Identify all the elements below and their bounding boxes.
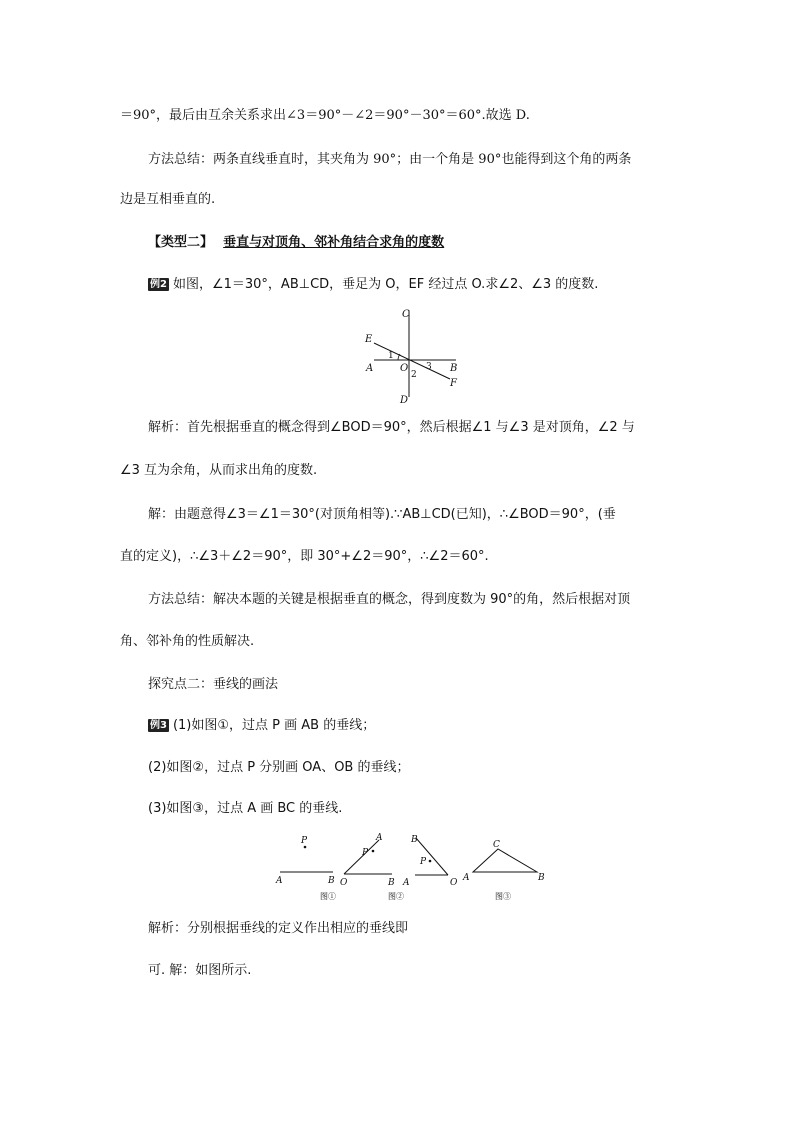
example-2: [148, 277, 598, 293]
example-3: [148, 718, 375, 734]
label-o-fig2: O: [340, 878, 348, 888]
label-angle-1: 1: [388, 351, 394, 361]
analysis-1-cont: ∠3 互为余角，从而求出角的度数.: [120, 463, 318, 478]
method-summary-1-cont: 边是互相垂直的.: [120, 192, 216, 207]
label-a-fig2: A: [376, 833, 383, 843]
example-3-part-2: (2)如图②，过点 P 分别画 OA、OB 的垂线；: [148, 760, 410, 775]
method-summary-2-cont: 角、邻补角的性质解决.: [120, 634, 255, 649]
analysis-1: 解析：首先根据垂直的概念得到∠BOD＝90°，然后根据∠1 与∠3 是对顶角，∠2 与: [148, 420, 635, 435]
label-p2-fig2: P: [420, 857, 427, 867]
point-p: [304, 846, 307, 849]
label-angle-2: 2: [411, 370, 417, 380]
caption-fig1: 图①: [320, 892, 336, 901]
type-title: 垂直与对顶角、邻补角结合求角的度数: [223, 235, 445, 250]
method-summary-2: 方法总结：解决本题的关键是根据垂直的概念，得到度数为 90°的角，然后根据对顶: [148, 592, 631, 607]
label-a2-fig2: A: [403, 878, 410, 888]
label-b-fig1: B: [328, 876, 335, 886]
type-heading: [148, 235, 444, 251]
caption-fig2: 图②: [388, 892, 404, 901]
text-line-1: ＝90°，最后由互余关系求出∠3＝90°－∠2＝90°－30°＝60°.故选 D.: [120, 108, 530, 123]
solution-1-cont: 直的定义)，∴∠3＋∠2＝90°，即 30°+∠2＝90°，∴∠2＝60°.: [120, 549, 489, 564]
example-badge: 例2: [150, 279, 167, 290]
figure-perpendicular-lines: [360, 305, 480, 405]
example-badge: 例3: [150, 720, 167, 731]
label-p-fig1: P: [301, 836, 308, 846]
example-2-text: 如图，∠1＝30°，AB⊥CD，垂足为 O，EF 经过点 O.求∠2、∠3 的度数.: [172, 277, 599, 292]
label-c-fig3: C: [493, 840, 500, 850]
label-b-fig3: B: [538, 873, 545, 883]
solution-3: 可. 解：如图所示.: [148, 963, 252, 978]
triangle-abc: [473, 849, 537, 872]
label-b: B: [450, 363, 458, 374]
label-a: A: [366, 363, 374, 374]
label-d: D: [400, 395, 409, 405]
label-a-fig3: A: [463, 873, 470, 883]
explore-point-2: 探究点二：垂线的画法: [148, 677, 279, 692]
method-summary-1: 方法总结：两条直线垂直时，其夹角为 90°；由一个角是 90°也能得到这个角的两条: [148, 152, 632, 167]
label-f: F: [450, 378, 457, 389]
label-p-fig2: P: [362, 848, 369, 858]
caption-fig3: 图③: [495, 892, 511, 901]
type-bracket: 【类型二】: [148, 235, 214, 250]
example-3-part-1: (1)如图①，过点 P 画 AB 的垂线；: [172, 718, 376, 733]
label-b2-fig2: B: [411, 835, 418, 845]
solution-1: 解：由题意得∠3＝∠1＝30°(对顶角相等).∵AB⊥CD(已知)，∴∠BOD＝90°，(垂: [148, 507, 616, 522]
analysis-3: 解析：分别根据垂线的定义作出相应的垂线即: [148, 921, 409, 936]
label-o: O: [400, 363, 409, 374]
label-angle-3: 3: [426, 362, 432, 372]
label-e: E: [365, 334, 373, 345]
point-p-fig2: [372, 850, 375, 853]
figure-perpendicular-drawing: [270, 830, 560, 905]
example-3-part-3: (3)如图③，过点 A 画 BC 的垂线.: [148, 801, 343, 816]
label-a-fig1: A: [276, 876, 283, 886]
label-b-fig2: B: [388, 878, 395, 888]
point-p2-fig2: [429, 860, 432, 863]
label-o2-fig2: O: [450, 878, 458, 888]
label-c: C: [402, 309, 410, 320]
